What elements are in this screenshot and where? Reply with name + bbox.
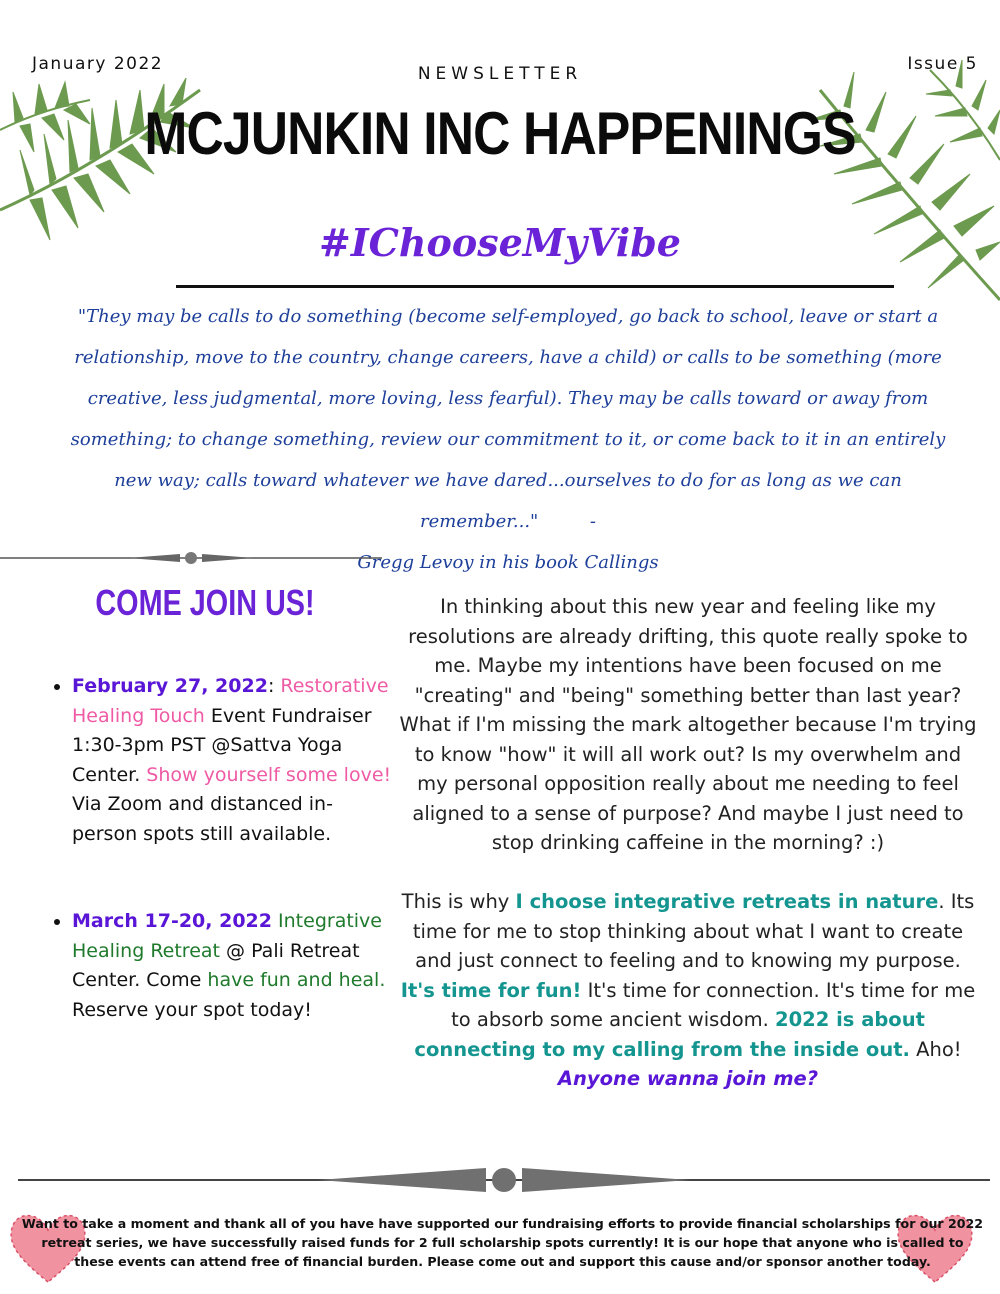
quote-text: "They may be calls to do something (become self-employed, go back to school, leave or start a relationship, move to the country, change careers, have a child) or calls to be something (more creative, less judgmental, more loving, less fearful). They may be calls toward or away from something; to change something, review our commitment to it, or come back to it in an entirely new way; calls toward whatever we have dared...ourselves to do for as long as we can remember..." — [70, 306, 946, 532]
event-colon: : — [267, 675, 275, 697]
events-heading: COME JOIN US! — [95, 582, 315, 623]
article-highlight: It's time for fun! — [400, 978, 582, 1002]
page-title: MCJUNKIN INC HAPPENINGS — [144, 100, 856, 167]
article-callout: Anyone wanna join me? — [557, 1067, 819, 1090]
article-paragraph-2 — [398, 887, 978, 1094]
divider-line — [176, 285, 894, 288]
event-text: Event Fundraiser 1:30-3pm PST @Sattva Yoga Center. — [72, 704, 372, 786]
article-text: This is why — [401, 890, 510, 913]
footer-thank-you: Want to take a moment and thank all of you have have supported our fundraising efforts to provide financial scholarships for our 2022 retreat series, we have successfully raised funds for 2 full scholarship spots currently! It is our hope that anyone who is called to these events can attend free of financial burden. Please come out and support this cause and/or sponsor another today. — [21, 1216, 984, 1269]
event-text: @ Pali Retreat Center. Come — [72, 939, 360, 991]
palm-leaf-right-icon — [800, 50, 1000, 320]
article-text: It's time for connection. It's time for me to absorb some ancient wisdom. — [451, 978, 976, 1031]
issue-number: Issue 5 — [907, 54, 978, 74]
event-highlight: Integrative Healing Retreat — [72, 910, 382, 962]
events-list — [50, 672, 394, 1083]
event-highlight: Restorative Healing Touch — [72, 675, 389, 727]
diamond-divider-icon — [18, 1160, 990, 1200]
event-text-2: Via Zoom and distanced in-person spots still available. — [72, 793, 333, 845]
newsletter-kicker: NEWSLETTER — [417, 64, 583, 84]
event-text-2: Reserve your spot today! — [72, 998, 312, 1021]
event-highlight-2: Show yourself some love! — [146, 763, 392, 786]
event-date: March 17-20, 2022 — [72, 910, 272, 932]
event-item-february — [72, 672, 394, 849]
event-date: February 27, 2022 — [72, 675, 268, 697]
article-highlight: I choose integrative retreats in nature — [515, 890, 939, 913]
event-highlight-2: have fun and heal. — [207, 969, 386, 991]
issue-date: January 2022 — [32, 54, 164, 74]
quote-dash: - — [589, 511, 596, 532]
diamond-divider-icon — [0, 548, 382, 568]
quote-citation: Gregg Levoy in his book Callings — [357, 552, 659, 573]
article-text: . Its time for me to stop thinking about what I want to create and just connect to feeling and to knowing my purpose. — [412, 890, 975, 972]
event-item-march — [72, 907, 394, 1025]
article-body — [398, 592, 978, 1123]
hashtag-heading: #IChooseMyVibe — [319, 220, 681, 265]
quote-block — [58, 296, 958, 583]
article-text: Aho! — [916, 1037, 962, 1061]
article-paragraph-1: In thinking about this new year and feeling like my resolutions are already drifting, this quote really spoke to me. Maybe my intentions have been focused on me "creating" and "being" something better than last year? What if I'm missing the mark altogether because I'm trying to know "how" it will all work out? Is my overwhelm and my personal opposition really about me needing to feel aligned to a sense of purpose? And maybe I just need to stop drinking caffeine in the morning? :) — [399, 595, 977, 854]
article-highlight: 2022 is about connecting to my calling from the inside out. — [414, 1008, 925, 1061]
